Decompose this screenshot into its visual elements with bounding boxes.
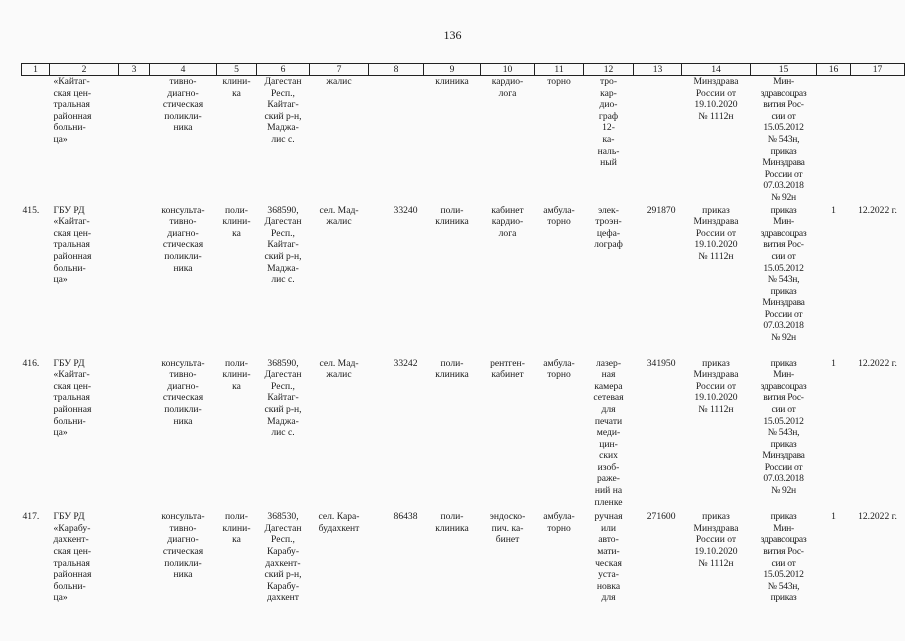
subdivision-cell: тивно- диагно- стическая поликли- ника bbox=[162, 76, 204, 134]
standard-cell: приказ Мин- здравсоцраз вития Рос- сии от 15.05.2012 № 543н, приказ Минздрава России от 07.03.2018 № 92н bbox=[760, 204, 807, 344]
standard-cell: приказ Мин- здравсоцраз вития Рос- сии от 15.05.2012 № 543н, приказ Минздрава России от 07.03.2018 № 92н bbox=[760, 357, 807, 497]
header-cell: 2 bbox=[50, 64, 119, 76]
header-cell: 16 bbox=[817, 64, 851, 76]
equipment-cell: тро- кар- дио- граф 12- ка- наль- ный bbox=[597, 76, 620, 169]
equipment-cell: ручная или авто- мати- ческая уста- новка для bbox=[594, 511, 623, 604]
care-mode-cell: амбула- торно bbox=[543, 511, 575, 534]
quantity-cell bbox=[817, 76, 851, 204]
organization-cell: ГБУ РД «Кайтаг- ская цен- тральная районная больни- ца» bbox=[53, 204, 92, 286]
page-number: 136 bbox=[443, 28, 462, 42]
table-cell bbox=[119, 204, 150, 356]
cabinet-cell: кардио- лога bbox=[491, 76, 524, 99]
population-cell bbox=[369, 76, 424, 204]
row-number-cell bbox=[22, 76, 50, 204]
department-cell: поли- клиника bbox=[435, 204, 469, 228]
table-cell bbox=[119, 76, 150, 204]
settlement-cell: жалис bbox=[326, 76, 352, 87]
order-cell: приказ Минздрава России от 19.10.2020 № 1112н bbox=[693, 204, 739, 262]
date-cell: 12.2022 г. bbox=[858, 357, 897, 369]
header-cell: 14 bbox=[682, 64, 751, 76]
subdivision-cell: консульта- тивно- диагно- стическая поликли- ника bbox=[161, 204, 205, 274]
unit-type-cell: клини- ка bbox=[222, 76, 251, 99]
quantity-cell: 1 bbox=[831, 204, 836, 216]
department-cell: клиника bbox=[435, 76, 469, 87]
settlement-cell: сел. Мад- жалис bbox=[319, 204, 359, 228]
price-cell: 271600 bbox=[646, 511, 676, 523]
date-cell bbox=[851, 76, 905, 204]
care-mode-cell: амбула- торно bbox=[543, 357, 575, 381]
quantity-cell: 1 bbox=[831, 357, 836, 369]
header-cell: 9 bbox=[424, 64, 481, 76]
row-number-cell: 416. bbox=[22, 357, 40, 369]
header-cell: 4 bbox=[150, 64, 217, 76]
header-cell: 5 bbox=[217, 64, 257, 76]
population-cell: 33242 bbox=[393, 357, 418, 369]
header-cell: 11 bbox=[535, 64, 584, 76]
unit-type-cell: поли- клини- ка bbox=[222, 357, 251, 392]
order-cell: Минздрава России от 19.10.2020 № 1112н bbox=[693, 76, 739, 122]
table-row bbox=[22, 204, 905, 356]
cabinet-cell: рентген- кабинет bbox=[490, 357, 525, 381]
header-cell: 1 bbox=[22, 64, 50, 76]
population-cell: 86438 bbox=[393, 511, 418, 523]
header-cell: 6 bbox=[257, 64, 310, 76]
standard-cell: Мин- здравсоцраз вития Рос- сии от 15.05.2012 № 543н, приказ Минздрава России от 07.03.2018 № 92н bbox=[760, 76, 807, 203]
column-number-header bbox=[22, 64, 905, 76]
care-mode-cell: торно bbox=[547, 76, 571, 87]
row-number-cell: 415. bbox=[22, 204, 40, 216]
table-cell bbox=[119, 508, 150, 641]
header-cell: 13 bbox=[634, 64, 682, 76]
header-cell: 7 bbox=[310, 64, 369, 76]
date-cell: 12.2022 г. bbox=[858, 511, 897, 523]
header-cell: 10 bbox=[481, 64, 535, 76]
equipment-cell: лазер- ная камера сетевая для печати меди- цин- ских изоб- раже- ний на пленке bbox=[593, 357, 624, 508]
population-cell: 33240 bbox=[393, 204, 418, 216]
header-cell: 8 bbox=[369, 64, 424, 76]
order-cell: приказ Минздрава России от 19.10.2020 № 1112н bbox=[693, 357, 739, 415]
table-row bbox=[22, 356, 905, 509]
header-cell: 17 bbox=[851, 64, 905, 76]
standard-cell: приказ Мин- здравсоцраз вития Рос- сии от 15.05.2012 № 543н, приказ bbox=[760, 511, 807, 604]
quantity-cell: 1 bbox=[831, 511, 836, 523]
settlement-cell: сел. Кара- будахкент bbox=[318, 511, 360, 534]
header-cell: 12 bbox=[584, 64, 634, 76]
row-number-cell: 417. bbox=[22, 511, 40, 523]
care-mode-cell: амбула- торно bbox=[543, 204, 575, 228]
table-row bbox=[22, 508, 905, 641]
department-cell: поли- клиника bbox=[435, 357, 469, 381]
settlement-cell: сел. Мад- жалис bbox=[319, 357, 359, 381]
department-cell: поли- клиника bbox=[435, 511, 469, 534]
organization-cell: ГБУ РД «Кайтаг- ская цен- тральная районная больни- ца» bbox=[53, 357, 92, 439]
price-cell: 291870 bbox=[646, 204, 676, 216]
address-cell: 368590, Дагестан Респ., Кайтаг- ский р-н, Маджа- лис с. bbox=[264, 204, 302, 286]
unit-type-cell: поли- клини- ка bbox=[222, 511, 251, 546]
address-cell: 368590, Дагестан Респ., Кайтаг- ский р-н, Маджа- лис с. bbox=[264, 357, 302, 439]
unit-type-cell: поли- клини- ка bbox=[222, 204, 251, 239]
organization-cell: ГБУ РД «Карабу- дахкент- ская цен- тральная районная больни- ца» bbox=[53, 511, 92, 604]
price-cell: 341950 bbox=[646, 357, 676, 369]
table-cell bbox=[119, 356, 150, 509]
cabinet-cell: эндоско- пич. ка- бинет bbox=[489, 511, 526, 546]
address-cell: Дагестан Респ., Кайтаг- ский р-н, Маджа- лис с. bbox=[264, 76, 302, 145]
address-cell: 368530, Дагестан Респ., Карабу- дахкент- ский р-н, Карабу- дахкент bbox=[264, 511, 302, 604]
header-cell: 15 bbox=[751, 64, 817, 76]
table-row bbox=[22, 76, 905, 204]
order-cell: приказ Минздрава России от 19.10.2020 № 1112н bbox=[693, 511, 739, 569]
subdivision-cell: консульта- тивно- диагно- стическая поликли- ника bbox=[161, 511, 205, 581]
header-cell: 3 bbox=[119, 64, 150, 76]
equipment-cell: элек- троэн- цефа- лограф bbox=[594, 204, 623, 251]
subdivision-cell: консульта- тивно- диагно- стическая поликли- ника bbox=[161, 357, 205, 427]
cabinet-cell: кабинет кардио- лога bbox=[491, 204, 524, 239]
organization-cell: «Кайтаг- ская цен- тральная районная больни- ца» bbox=[53, 76, 92, 145]
date-cell: 12.2022 г. bbox=[858, 204, 897, 216]
equipment-table bbox=[21, 63, 905, 641]
price-cell bbox=[634, 76, 682, 204]
